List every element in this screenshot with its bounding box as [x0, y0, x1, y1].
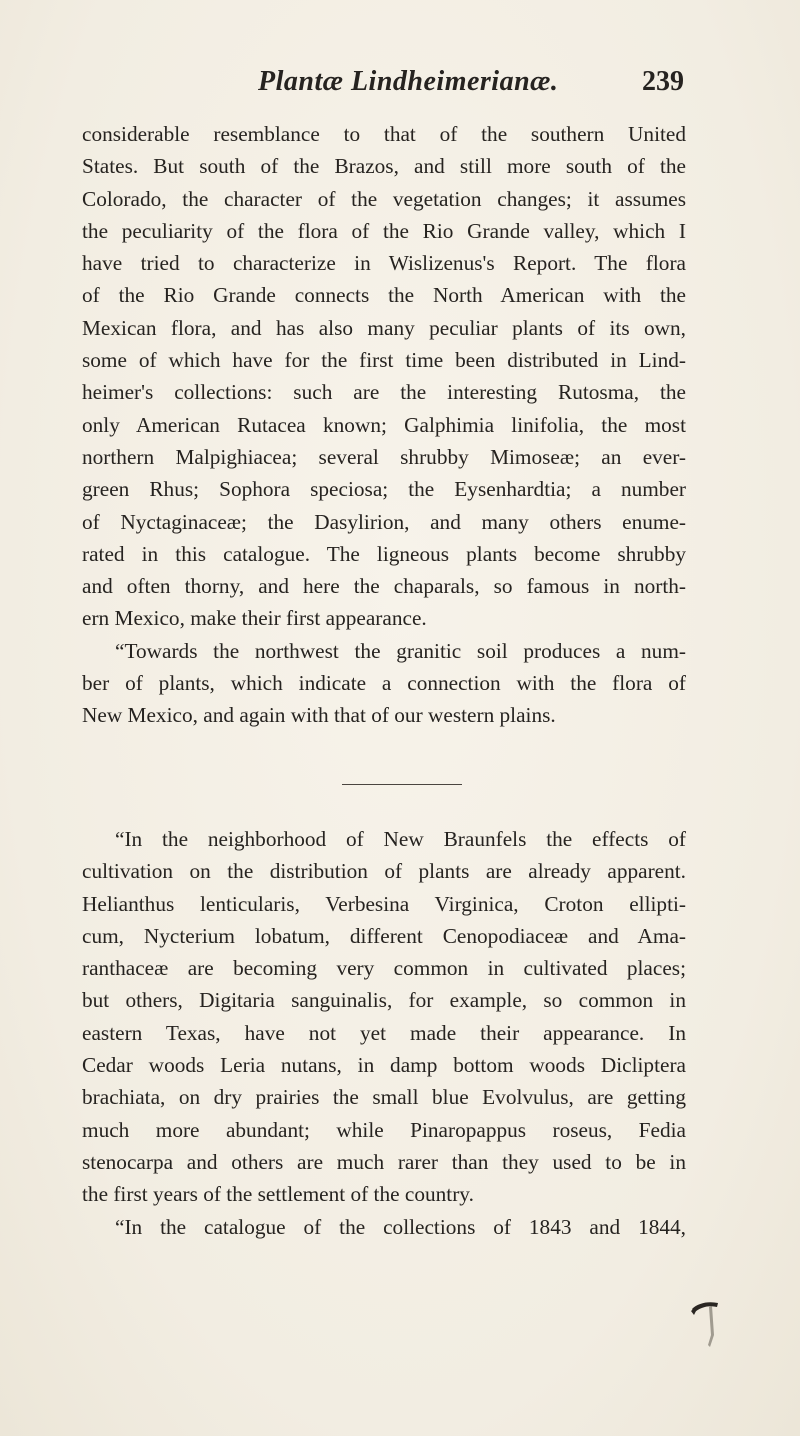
- text-line: Mexican flora, and has also many peculiar plants of its own,: [82, 315, 686, 340]
- text-line: New Mexico, and again with that of our western plains.: [82, 703, 556, 728]
- text-line: much more abundant; while Pinaropappus roseus, Fedia: [82, 1117, 686, 1142]
- section-divider: [342, 784, 462, 785]
- text-line: have tried to characterize in Wislizenus's Report. The flora: [82, 251, 686, 276]
- text-line: Cedar woods Leria nutans, in damp bottom woods Dicliptera: [82, 1053, 686, 1078]
- text-line: ern Mexico, make their first appearance.: [82, 606, 427, 631]
- text-line: rated in this catalogue. The ligneous plants become shrubby: [82, 541, 686, 566]
- text-line: ranthaceæ are becoming very common in cultivated places;: [82, 956, 686, 981]
- text-line: only American Rutacea known; Galphimia linifolia, the most: [82, 412, 686, 437]
- running-header: [82, 66, 684, 106]
- text-line: the peculiarity of the flora of the Rio Grande valley, which I: [82, 218, 686, 243]
- text-line: cultivation on the distribution of plants are already apparent.: [82, 859, 686, 884]
- paragraph-block-1: [82, 118, 686, 732]
- page-number: 239: [642, 66, 684, 97]
- text-line: of the Rio Grande connects the North American with the: [82, 283, 686, 308]
- text-line: eastern Texas, have not yet made their appearance. In: [82, 1020, 686, 1045]
- text-line: cum, Nycterium lobatum, different Cenopodiaceæ and Ama-: [82, 923, 686, 948]
- text-line: considerable resemblance to that of the southern United: [82, 122, 686, 146]
- text-line: heimer's collections: such are the interesting Rutosma, the: [82, 380, 686, 405]
- text-line: “In the catalogue of the collections of 1843 and 1844,: [115, 1214, 686, 1239]
- text-line: green Rhus; Sophora speciosa; the Eysenhardtia; a number: [82, 477, 686, 502]
- text-line: some of which have for the first time been distributed in Lind-: [82, 348, 686, 373]
- text-line: and often thorny, and here the chaparals, so famous in north-: [82, 574, 686, 599]
- text-line: States. But south of the Brazos, and still more south of the: [82, 154, 686, 179]
- text-line: brachiata, on dry prairies the small blue Evolvulus, are getting: [82, 1085, 686, 1110]
- ink-mark-icon: [688, 1295, 724, 1355]
- text-line: Colorado, the character of the vegetation changes; it assumes: [82, 186, 686, 211]
- text-line: Helianthus lenticularis, Verbesina Virginica, Croton ellipti-: [82, 891, 686, 916]
- running-title: Plantæ Lindheimerianæ.: [258, 66, 559, 97]
- text-line: northern Malpighiacea; several shrubby Mimoseæ; an ever-: [82, 444, 686, 469]
- text-line: “Towards the northwest the granitic soil produces a num-: [115, 638, 686, 663]
- text-line: the first years of the settlement of the country.: [82, 1182, 474, 1207]
- paragraph-block-2: [82, 823, 686, 1243]
- text-line: but others, Digitaria sanguinalis, for example, so common in: [82, 988, 686, 1013]
- text-line: stenocarpa and others are much rarer than they used to be in: [82, 1149, 686, 1174]
- text-line: “In the neighborhood of New Braunfels the effects of: [115, 827, 686, 851]
- text-line: ber of plants, which indicate a connection with the flora of: [82, 671, 686, 696]
- text-line: of Nyctaginaceæ; the Dasylirion, and many others enume-: [82, 509, 686, 534]
